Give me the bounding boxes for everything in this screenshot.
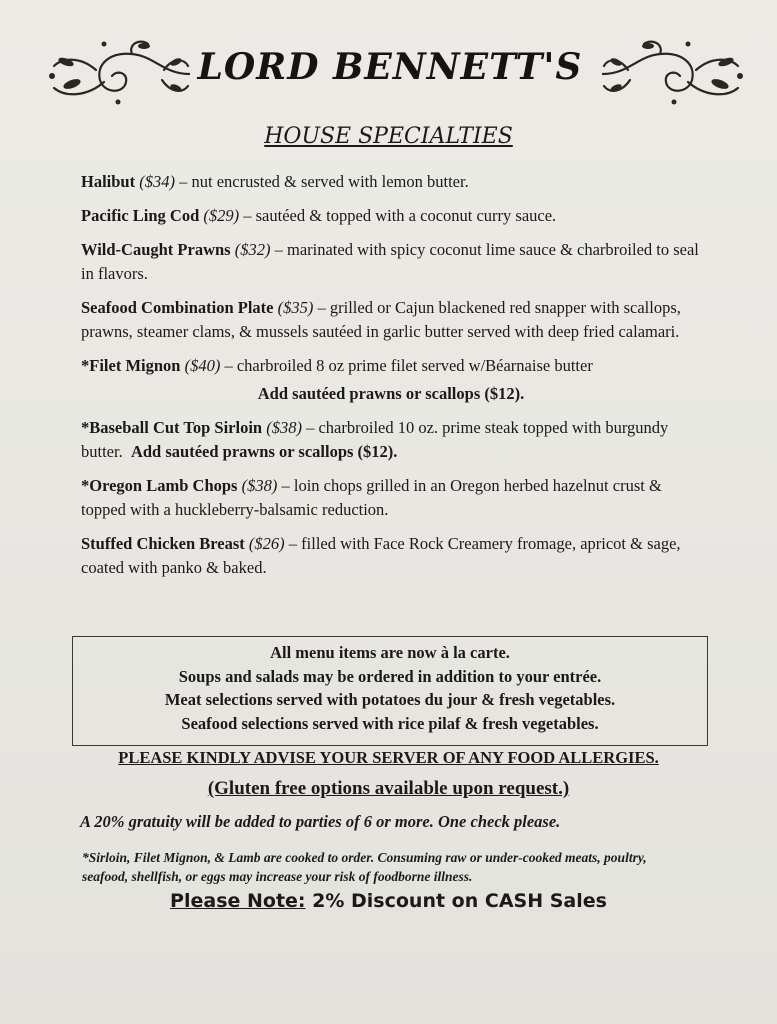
menu-item (81, 170, 701, 194)
menu-item (81, 296, 701, 344)
item-description: – charbroiled 10 oz. prime steak topped with burgundy butter. (81, 418, 673, 461)
menu-item (81, 204, 701, 228)
menu-item (81, 354, 701, 406)
menu-item (81, 416, 701, 464)
item-description: – filled with Face Rock Creamery fromage, apricot & sage, coated with panko & baked. (81, 534, 681, 577)
item-name: Wild-Caught Prawns (81, 240, 231, 259)
item-name: Seafood Combination Plate (81, 298, 274, 317)
info-line: Meat selections served with potatoes du jour & fresh vegetables. (164, 690, 616, 709)
menu-header (0, 36, 777, 116)
item-name: Halibut (81, 172, 136, 191)
item-price: ($40) (184, 356, 221, 375)
item-price: ($38) (241, 476, 278, 495)
item-addon: Add sautéed prawns or scallops ($12). (130, 442, 398, 461)
gratuity-notice: A 20% gratuity will be added to parties of 6 or more. One check please. (80, 812, 561, 831)
section-subtitle: HOUSE SPECIALTIES (264, 124, 513, 149)
menu-item (81, 474, 701, 522)
info-box (72, 636, 708, 746)
item-description: – sautéed & topped with a coconut curry sauce. (239, 206, 557, 225)
item-name: *Filet Mignon (81, 356, 181, 375)
item-description: – marinated with spicy coconut lime sauce & charbroiled to seal in flavors. (81, 240, 699, 283)
item-price: ($26) (248, 534, 285, 553)
menu-item (81, 238, 701, 286)
item-description: – loin chops grilled in an Oregon herbed hazelnut crust & topped with a huckleberry-balsamic reduction. (81, 476, 662, 519)
item-description: – nut encrusted & served with lemon butter. (174, 172, 469, 191)
menu-item (81, 532, 701, 580)
item-price: ($32) (234, 240, 271, 259)
item-price: ($38) (266, 418, 302, 437)
item-description: – charbroiled 8 oz prime filet served w/Béarnaise butter (220, 356, 593, 375)
allergy-notice: PLEASE KINDLY ADVISE YOUR SERVER OF ANY FOOD ALLERGIES. (118, 748, 659, 767)
item-description: – grilled or Cajun blackened red snapper with scallops, prawns, steamer clams, & mussels sautéed in garlic butter served with deep fried calamari. (81, 298, 681, 341)
restaurant-title: LORD BENNETT'S (197, 46, 583, 88)
note-label: Please Note: (170, 890, 306, 912)
item-price: ($35) (277, 298, 314, 317)
item-name: Pacific Ling Cod (81, 206, 200, 225)
cash-discount-note (0, 890, 777, 912)
flourish-ornament-icon (598, 36, 748, 112)
gluten-notice: (Gluten free options available upon request.) (207, 778, 570, 799)
info-line: Soups and salads may be ordered in addition to your entrée. (178, 666, 602, 686)
info-line: Seafood selections served with rice pilaf & fresh vegetables. (181, 713, 599, 733)
note-text: 2% Discount on CASH Sales (305, 890, 607, 912)
item-addon: Add sautéed prawns or scallops ($12). (257, 384, 525, 403)
food-safety-disclaimer: *Sirloin, Filet Mignon, & Lamb are cooked to order. Consuming raw or under-cooked meats, poultry, seafood, shellfish, or eggs may increase your risk of foodborne illness. (82, 850, 647, 884)
item-name: Stuffed Chicken Breast (81, 534, 245, 553)
item-price: ($29) (203, 206, 240, 225)
menu-items (81, 170, 701, 590)
item-name: *Baseball Cut Top Sirloin (81, 418, 263, 437)
info-line: All menu items are now à la carte. (270, 643, 510, 662)
item-name: *Oregon Lamb Chops (81, 476, 238, 495)
flourish-ornament-icon (44, 36, 194, 112)
item-price: ($34) (139, 172, 175, 191)
